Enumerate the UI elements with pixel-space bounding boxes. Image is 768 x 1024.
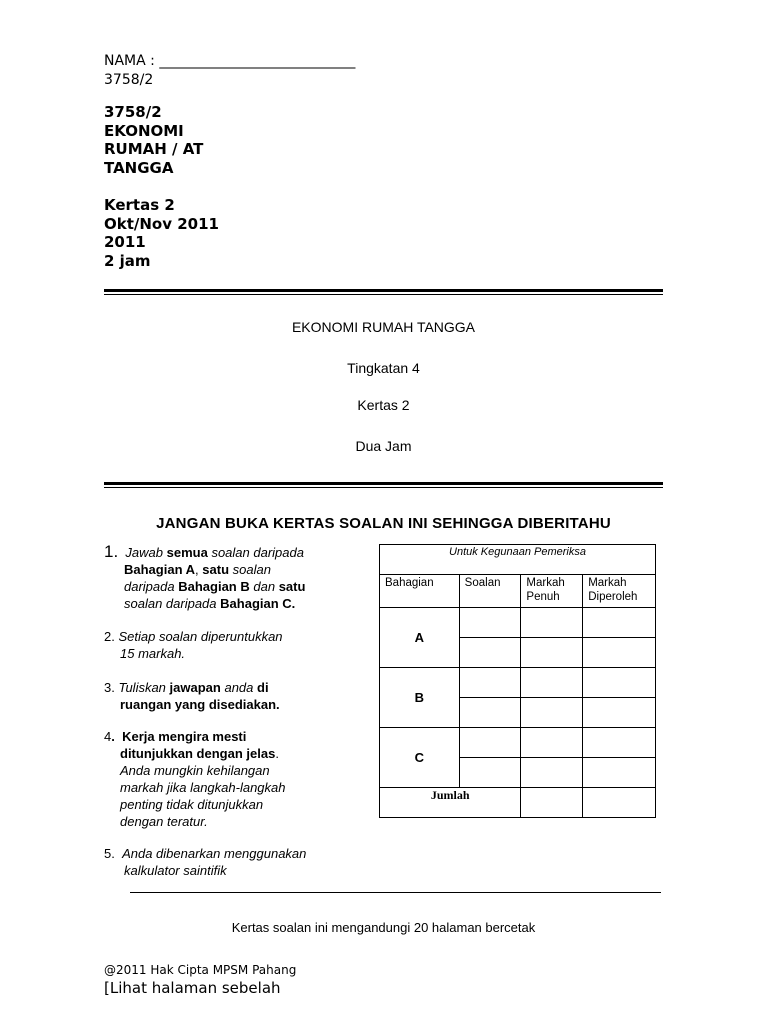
instruction-1-text: soalan daripada: [211, 545, 304, 560]
header-markah-penuh-line-1: Markah: [526, 577, 565, 589]
instruction-4-text: penting tidak ditunjukkan: [120, 797, 264, 812]
instruction-4-text: dengan teratur.: [120, 814, 208, 829]
divider-mid-2: [104, 487, 663, 488]
total-full-marks-cell[interactable]: [521, 788, 583, 818]
name-field-label: NAMA : ____________________________: [104, 53, 356, 69]
instruction-1-text: ,: [195, 562, 199, 577]
section-c-label: C: [380, 728, 460, 788]
table-cell[interactable]: [459, 728, 521, 758]
total-obtained-marks-cell[interactable]: [583, 788, 656, 818]
instruction-3-text: Tuliskan: [118, 680, 166, 695]
instruction-4-text: .: [111, 729, 115, 744]
instruction-3-text: jawapan: [169, 680, 221, 695]
table-cell[interactable]: [459, 758, 521, 788]
section-a-label: A: [380, 608, 460, 668]
instruction-5-text: Anda dibenarkan menggunakan: [122, 846, 307, 861]
header-markah-diperoleh-line-1: Markah: [588, 577, 627, 589]
header-markah-penuh: [521, 575, 583, 608]
table-cell[interactable]: [583, 758, 656, 788]
table-cell[interactable]: [459, 698, 521, 728]
instruction-5-number: 5.: [104, 846, 115, 861]
instruction-1-text: semua: [166, 545, 208, 560]
instruction-4-text: markah jika langkah-langkah: [120, 780, 286, 795]
paper-number: Kertas 2: [104, 196, 175, 214]
table-cell[interactable]: [583, 608, 656, 638]
divider-top-1: [104, 289, 663, 292]
table-cell[interactable]: [521, 698, 583, 728]
do-not-open-warning: JANGAN BUKA KERTAS SOALAN INI SEHINGGA DIBERITAHU: [156, 515, 611, 532]
table-cell[interactable]: [583, 728, 656, 758]
exam-session: Okt/Nov 2011: [104, 214, 219, 233]
paper-code-top: 3758/2: [104, 72, 154, 88]
instruction-3: [104, 679, 364, 713]
instruction-5-text: kalkulator saintifik: [124, 863, 227, 878]
title-paper: Kertas 2: [357, 397, 410, 413]
title-form: Tingkatan 4: [347, 360, 420, 376]
instruction-1-text: satu: [278, 579, 306, 594]
subject-line-3: TANGGA: [104, 158, 174, 177]
instruction-1-text: soalan daripada: [124, 596, 217, 611]
instruction-3-text: ruangan yang disediakan.: [120, 697, 280, 712]
header-soalan: Soalan: [459, 575, 521, 608]
header-markah-diperoleh: [583, 575, 656, 608]
instruction-3-text: di: [257, 680, 269, 695]
table-cell[interactable]: [521, 758, 583, 788]
table-cell[interactable]: [521, 608, 583, 638]
see-next-page-note: [Lihat halaman sebelah: [104, 979, 281, 997]
instruction-4-text: Kerja mengira mesti: [122, 729, 247, 744]
instruction-5: [104, 845, 364, 879]
instruction-2-number: 2.: [104, 629, 115, 644]
table-cell[interactable]: [521, 728, 583, 758]
title-duration: Dua Jam: [355, 438, 412, 454]
copyright-notice: @2011 Hak Cipta MPSM Pahang: [104, 963, 297, 977]
instruction-1: [104, 543, 364, 612]
table-cell[interactable]: [583, 638, 656, 668]
examiner-table-caption: Untuk Kegunaan Pemeriksa: [380, 545, 656, 575]
divider-top-2: [104, 294, 663, 295]
section-b-label: B: [380, 668, 460, 728]
instruction-2-text: Setiap soalan diperuntukkan: [118, 629, 283, 644]
instruction-4-number: 4: [104, 729, 112, 744]
instruction-4-text: Anda mungkin kehilangan: [120, 763, 270, 778]
header-markah-diperoleh-line-2: Diperoleh: [588, 591, 638, 603]
exam-year: 2011: [104, 233, 146, 251]
instruction-1-text: Jawab: [125, 545, 163, 560]
instruction-3-text: anda: [224, 680, 254, 695]
table-cell[interactable]: [583, 668, 656, 698]
table-cell[interactable]: [521, 638, 583, 668]
instruction-1-text: dan: [253, 579, 276, 594]
exam-duration: 2 jam: [104, 251, 151, 270]
total-label: Jumlah: [380, 788, 521, 818]
subject-block: [104, 103, 203, 177]
instruction-4-text: .: [275, 746, 279, 761]
header-markah-penuh-line-2: Penuh: [526, 591, 560, 603]
table-cell[interactable]: [459, 668, 521, 698]
instruction-1-text: soalan: [232, 562, 271, 577]
instruction-2-text: 15 markah.: [120, 646, 186, 661]
instruction-3-number: 3.: [104, 680, 115, 695]
divider-mid-1: [104, 482, 663, 485]
instruction-1-text: satu: [202, 562, 230, 577]
table-cell[interactable]: [583, 698, 656, 728]
title-subject: EKONOMI RUMAH TANGGA: [291, 319, 476, 335]
footer-divider: [130, 892, 661, 893]
paper-info-block: [104, 196, 219, 270]
table-cell[interactable]: [459, 638, 521, 668]
table-cell[interactable]: [459, 608, 521, 638]
instruction-1-text: Bahagian C.: [220, 596, 296, 611]
paper-code: 3758/2: [104, 103, 162, 121]
table-cell[interactable]: [521, 668, 583, 698]
instruction-4-text: ditunjukkan dengan jelas: [120, 746, 276, 761]
subject-line-2: RUMAH / AT: [104, 140, 204, 158]
instruction-2: [104, 628, 364, 662]
header-bahagian: Bahagian: [380, 575, 460, 608]
subject-line-1: EKONOMI: [104, 121, 184, 140]
instruction-4: [104, 728, 364, 830]
instruction-1-text: daripada: [124, 579, 175, 594]
instruction-1-number: 1.: [104, 542, 119, 561]
instruction-1-text: Bahagian B: [178, 579, 250, 594]
examiner-marks-table: [379, 544, 656, 818]
page-count-note: Kertas soalan ini mengandungi 20 halaman bercetak: [231, 920, 536, 935]
instruction-1-text: Bahagian A: [124, 562, 196, 577]
